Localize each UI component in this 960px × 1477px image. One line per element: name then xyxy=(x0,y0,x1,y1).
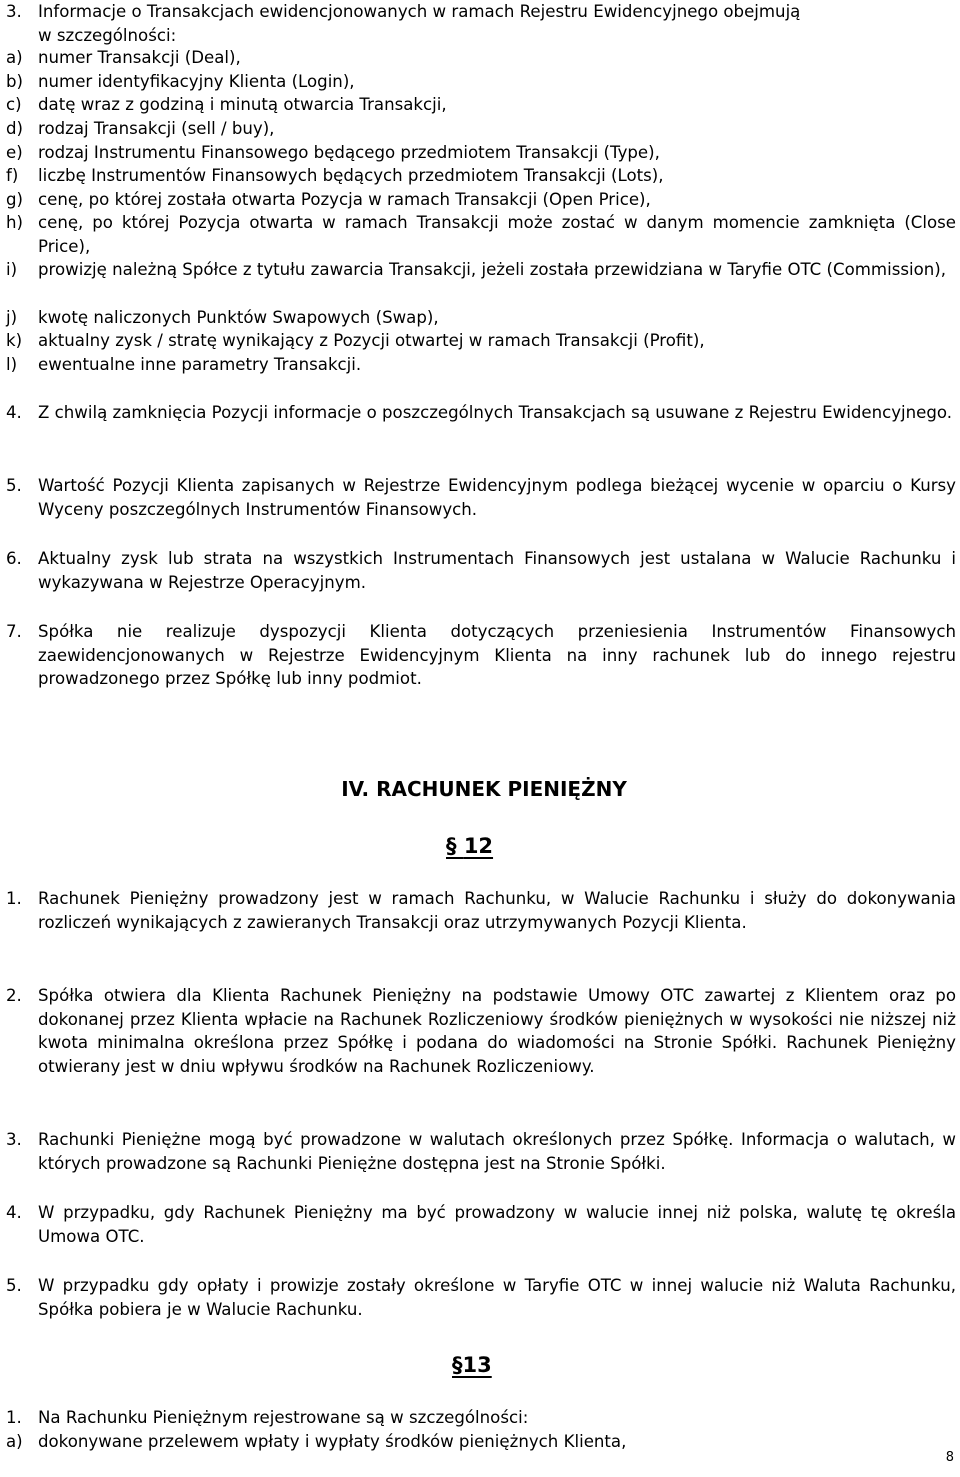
paragraph: 1. Na Rachunku Pieniężnym rejestrowane są w szczególności: xyxy=(6,1408,529,1427)
section-mark-13: §13 xyxy=(452,1353,492,1377)
list-item: k) aktualny zysk / stratę wynikający z Pozycji otwartej w ramach Transakcji (Profit), xyxy=(6,331,705,350)
list-item: b) numer identyfikacyjny Klienta (Login), xyxy=(6,72,355,91)
paragraph: 5. W przypadku gdy opłaty i prowizje zostały określone w Taryfie OTC w innej walucie niż Waluta Rachunku, Spółka pobiera je w Walucie Rachunku. xyxy=(6,1276,956,1319)
list-item: a) numer Transakcji (Deal), xyxy=(6,48,241,67)
paragraph: 7. Spółka nie realizuje dyspozycji Klienta dotyczących przeniesienia Instrumentów Finansowych zaewidencjonowanych w Rejestrze Ewidencyjnym Klienta na inny rachunek lub do innego rejestru prowadzonego przez Spółkę lub inny podmiot. xyxy=(6,622,956,689)
section-3-line-1: Informacje o Transakcjach ewidencjonowanych w ramach Rejestru Ewidencyjnego obejmują xyxy=(38,2,801,21)
list-item: j) kwotę naliczonych Punktów Swapowych (Swap), xyxy=(6,308,439,327)
paragraph: 6. Aktualny zysk lub strata na wszystkich Instrumentach Finansowych jest ustalana w Walucie Rachunku i wykazywana w Rejestrze Operacyjnym. xyxy=(6,549,956,592)
section-3-line-2: w szczególności: xyxy=(38,26,177,45)
list-item: a) dokonywane przelewem wpłaty i wypłaty środków pieniężnych Klienta, xyxy=(6,1432,627,1451)
paragraph: 5. Wartość Pozycji Klienta zapisanych w Rejestrze Ewidencyjnym podlega bieżącej wycenie w oparciu o Kursy Wyceny poszczególnych Instrumentów Finansowych. xyxy=(6,476,956,519)
paragraph: 2. Spółka otwiera dla Klienta Rachunek Pieniężny na podstawie Umowy OTC zawartej z Klientem oraz po dokonanej przez Klienta wpłacie na Rachunek Rozliczeniowy środków pieniężnych w wysokości nie niższej niż kwota minimalna określona przez Spółkę i podana do wiadomości na Stronie Spółki. Rachunek Pieniężny otwierany jest w dniu wpływu środków na Rachunek Rozliczeniowy. xyxy=(6,986,956,1076)
paragraph: 4. W przypadku, gdy Rachunek Pieniężny ma być prowadzony w walucie innej niż polska, walutę tę określa Umowa OTC. xyxy=(6,1203,956,1246)
list-item: g) cenę, po której została otwarta Pozycja w ramach Transakcji (Open Price), xyxy=(6,190,651,209)
list-item: f) liczbę Instrumentów Finansowych będących przedmiotem Transakcji (Lots), xyxy=(6,166,664,185)
chapter-title: IV. RACHUNEK PIENIĘŻNY xyxy=(341,777,627,801)
section-mark-12: § 12 xyxy=(446,834,494,858)
list-item: c) datę wraz z godziną i minutą otwarcia Transakcji, xyxy=(6,95,447,114)
list-item: h) cenę, po której Pozycja otwarta w ramach Transakcji może zostać w danym momencie zamknięta (Close Price), xyxy=(6,213,956,256)
list-item: i) prowizję należną Spółce z tytułu zawarcia Transakcji, jeżeli została przewidziana w Taryfie OTC (Commission), xyxy=(6,260,947,279)
paragraph: 3. Rachunki Pieniężne mogą być prowadzone w walutach określonych przez Spółkę. Informacja o walutach, w których prowadzone są Rachunki Pieniężne dostępna jest na Stronie Spółki. xyxy=(6,1130,956,1173)
paragraph: 1. Rachunek Pieniężny prowadzony jest w ramach Rachunku, w Walucie Rachunku i służy do dokonywania rozliczeń wynikających z zawieranych Transakcji oraz utrzymywanych Pozycji Klienta. xyxy=(6,889,956,932)
page-number: 8 xyxy=(945,1450,954,1465)
list-item: e) rodzaj Instrumentu Finansowego będącego przedmiotem Transakcji (Type), xyxy=(6,143,660,162)
paragraph: 4. Z chwilą zamknięcia Pozycji informacje o poszczególnych Transakcjach są usuwane z Rejestru Ewidencyjnego. xyxy=(6,403,953,422)
list-item: d) rodzaj Transakcji (sell / buy), xyxy=(6,119,275,138)
section-3-number: 3. xyxy=(6,2,22,21)
list-item: l) ewentualne inne parametry Transakcji. xyxy=(6,355,362,374)
